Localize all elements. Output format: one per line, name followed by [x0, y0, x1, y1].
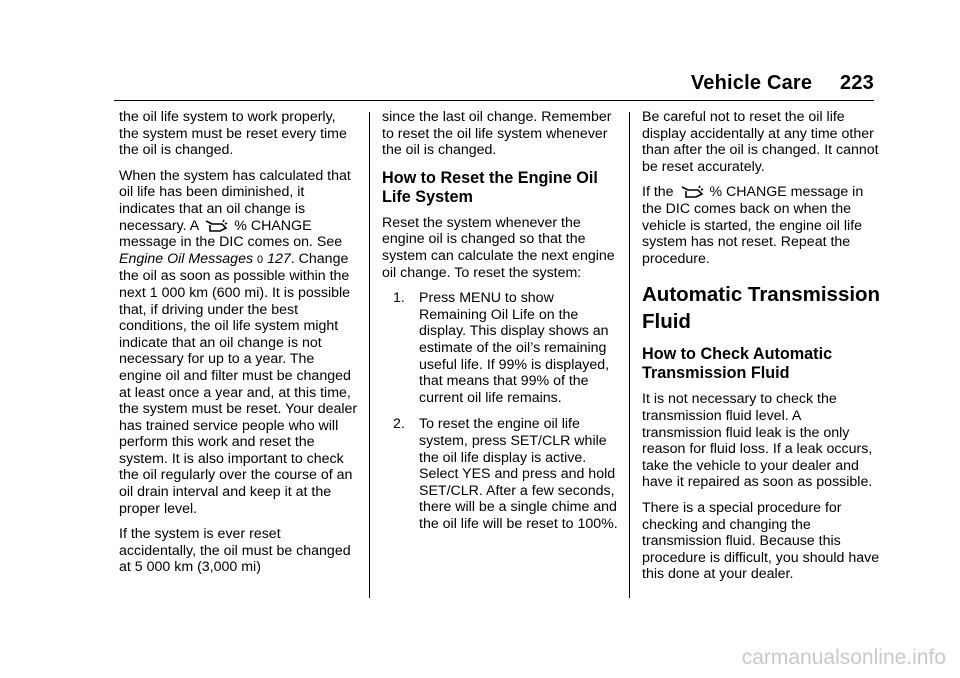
paragraph: Reset the system whenever the engine oil is changed so that the system can calculate the next engine oil change. To reset the system:: [382, 214, 615, 281]
paragraph: [642, 184, 882, 267]
subsection-heading: How to Check Automatic Transmission Fluid: [642, 345, 833, 383]
paragraph: since the last oil change. Remember to reset the oil life system whenever the oil is changed.: [382, 109, 612, 159]
column-divider: [629, 112, 630, 598]
step-number: 1.: [393, 290, 405, 307]
oil-can-icon: [680, 185, 704, 198]
reference-page[interactable]: 127: [267, 250, 291, 267]
oil-can-icon: [204, 219, 228, 232]
steps-list: [382, 290, 622, 532]
list-item: [382, 290, 622, 406]
paragraph-text: When the system has calculated that oil life has been diminished, it indicates that an oil change is necessary. A: [119, 167, 351, 234]
page-number: 223: [840, 72, 874, 94]
column-3: [642, 109, 882, 592]
reference-arrow-icon: 0: [257, 253, 264, 266]
watermark: carmanualsonline.info: [741, 646, 946, 669]
list-item: [382, 416, 622, 532]
paragraph-text: % CHANGE message in the DIC comes on. See: [119, 217, 343, 251]
paragraph: If the system is ever reset accidentally, the oil must be changed at 5 000 km (3,000 mi): [119, 526, 351, 576]
column-divider: [369, 112, 370, 598]
cross-reference-link[interactable]: Engine Oil Messages: [119, 250, 254, 267]
step-text: To reset the engine oil life system, press SET/CLR while the oil life display is active. Select YES and press and hold SET/CLR. After a few seconds, there will be a single chime and the oil life will be reset to 100%.: [419, 416, 618, 532]
paragraph: There is a special procedure for checking and changing the transmission fluid. Because this procedure is difficult, you should have this done at your dealer.: [642, 499, 880, 583]
subsection-heading: How to Reset the Engine Oil Life System: [382, 168, 598, 206]
page-header: [691, 72, 874, 95]
paragraph: It is not necessary to check the transmission fluid level. A transmission fluid leak is the only reason for fluid loss. If a leak occurs, take the vehicle to your dealer and have it repaired as soon as possible.: [642, 391, 873, 491]
paragraph: Be careful not to reset the oil life display accidentally at any time other than after the oil is changed. It cannot be reset accurately.: [642, 109, 879, 175]
column-1: [119, 109, 359, 585]
paragraph-text: % CHANGE message in the DIC comes back on when the vehicle is started, the engine oil life system has not reset. Repeat the procedure.: [642, 184, 864, 267]
paragraph: the oil life system to work properly, the system must be reset every time the oil is changed.: [119, 109, 347, 159]
section-heading: Automatic Transmission Fluid: [642, 283, 881, 334]
paragraph-text: If the: [642, 184, 674, 201]
header-rule: [114, 100, 874, 101]
step-number: 2.: [393, 416, 405, 433]
step-text: Press MENU to show Remaining Oil Life on the display. This display shows an estimate of the oil’s remaining useful life. If 99% is displayed, that means that 99% of the current oil life remains.: [419, 290, 610, 406]
paragraph-text: . Change the oil as soon as possible within the next 1 000 km (600 mi). It is possible that, if driving under the best conditions, the oil life system might indicate that an oil change is not necessary for up to a year. The engine oil and filter must be changed at least once a year and, at this time, the system must be reset. Your dealer has trained service people who will perform this work and reset the system. It is also important to check the oil regularly over the course of an oil drain interval and keep it at the proper level.: [119, 250, 358, 517]
paragraph: [119, 168, 359, 517]
section-title: Vehicle Care: [690, 72, 813, 94]
column-2: [382, 109, 622, 542]
